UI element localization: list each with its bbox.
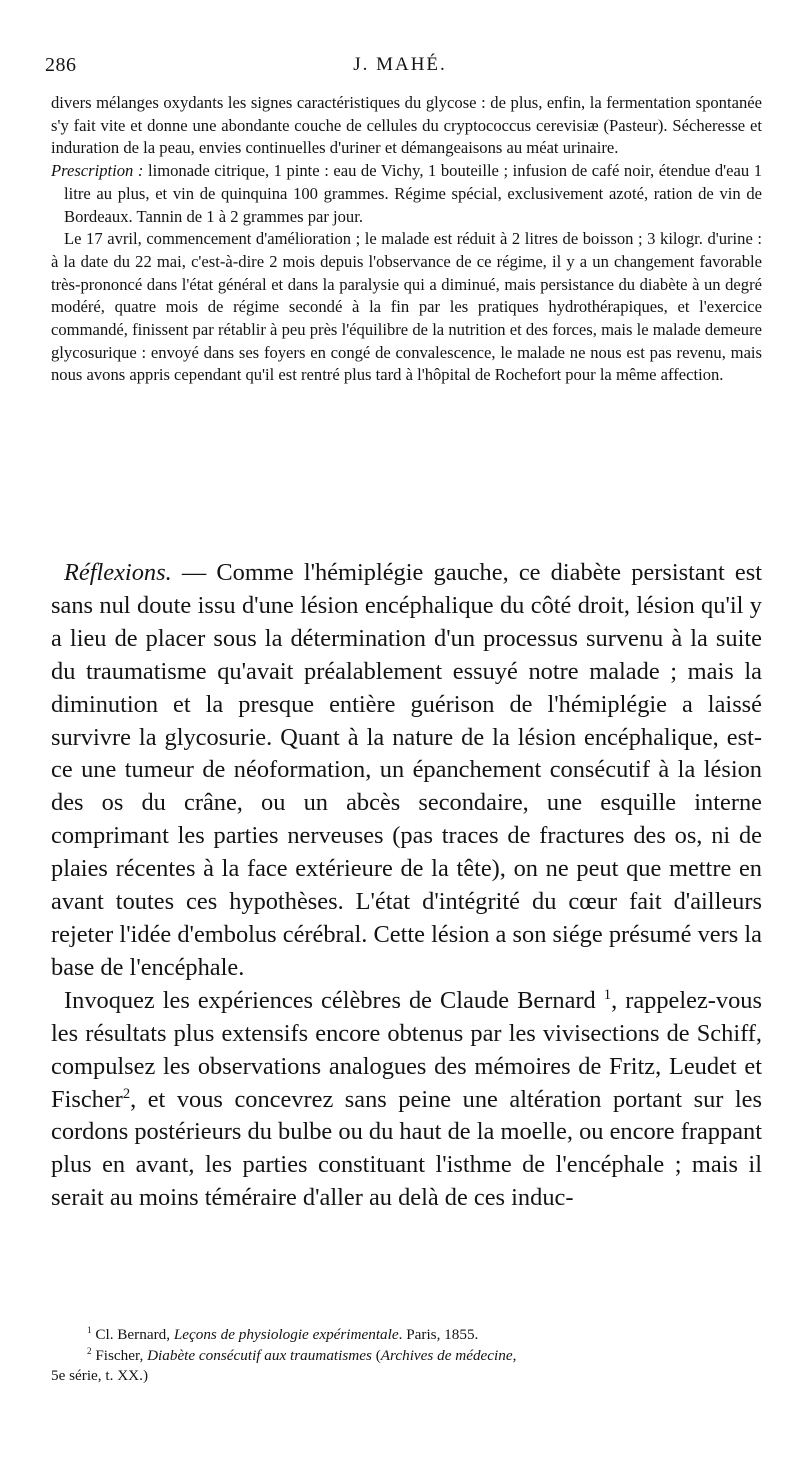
footnote-2 xyxy=(51,1346,762,1367)
footnote-1-author: Cl. Bernard, xyxy=(91,1326,174,1343)
reflections-text xyxy=(51,557,762,1215)
page-number: 286 xyxy=(45,54,77,76)
footnote-1-mark: 1 xyxy=(87,1324,92,1335)
page-header xyxy=(0,54,800,80)
footnote-2-paren: ( xyxy=(371,1346,381,1364)
footnotes xyxy=(51,1325,762,1387)
observation-paragraph-1: divers mélanges oxydants les signes caractéristiques du glycose : de plus, enfin, la fermentation spontanée s'y fait vite et donne une abondante couche de cellules du cryptococcus cerevisiæ (Pasteur). Sécheresse et induration de la peau, envies continuelles d'uriner et démangeaisons au méat urinaire. xyxy=(51,93,762,158)
reflections-label: Réflexions. xyxy=(64,559,172,586)
invocation-text-a: Invoquez les expériences célèbres de Claude Bernard xyxy=(64,986,604,1014)
footnote-2-mark: 2 xyxy=(87,1345,92,1356)
footnote-2-journal: Archives de médecine xyxy=(380,1346,513,1364)
footnote-2-continuation: 5e série, t. XX.) xyxy=(51,1367,148,1384)
footnote-ref-1: 1 xyxy=(603,986,612,1003)
prescription-paragraph xyxy=(51,160,762,228)
invocation-paragraph xyxy=(51,985,762,1215)
footnote-2-comma: , xyxy=(512,1346,517,1364)
reflections-body: — Comme l'hémiplégie gauche, ce diabète persistant est sans nul doute issu d'une lésion encéphalique du côté droit, lésion qu'il y a lieu de placer sous la détermination d'un processus survenu à la suite du traumatisme qu'avait préalablement essuyé notre malade ; mais la diminution et la presque entière guérison de l'hémiplégie a laissé survivre la glycosurie. Quant à la nature de la lésion encéphalique, est-ce une tumeur de néoformation, un épanchement consécutif à la lésion des os du crâne, ou un abcès secondaire, une esquille interne comprimant les parties nerveuses (pas traces de fractures des os, ni de plaies récentes à la face extérieure de la tête), on ne peut que mettre en avant toutes ces hypothèses. L'état d'intégrité du cœur fait d'ailleurs rejeter l'idée d'embolus cérébral. Cette lésion a son siége présumé vers la base de l'encéphale. xyxy=(51,559,762,981)
running-title: J. MAHÉ. xyxy=(353,54,447,75)
footnote-1-title: Leçons de physiologie expérimentale xyxy=(173,1326,399,1343)
footnote-2-title: Diabète consécutif aux traumatismes xyxy=(147,1346,372,1364)
invocation-text-c: , et vous concevrez sans peine une altération portant sur les cordons postérieurs du bulbe ou du haut de la moelle, ou encore frappant plus en avant, les parties constituant l'isthme de l'encéphale ; mais il serait au moins téméraire d'aller au delà de ces induc- xyxy=(51,1085,762,1212)
observation-text xyxy=(51,92,762,387)
prescription-label: Prescription : xyxy=(51,161,144,181)
footnote-2-author: Fischer, xyxy=(91,1346,148,1364)
footnote-1-pub: . Paris, 1855. xyxy=(398,1326,479,1343)
prescription-text: limonade citrique, 1 pinte : eau de Vichy, 1 bouteille ; infusion de café noir, étendue d'eau 1 litre au plus, et vin de quinquina 100 grammes. Régime spécial, exclusivement azoté, ration de vin de Bordeaux. Tannin de 1 à 2 grammes par jour. xyxy=(64,161,762,226)
footnote-ref-2: 2 xyxy=(122,1085,131,1102)
invocation-text-b: , rappelez-vous les résultats plus extensifs encore obtenus par les vivisections de Schiff, compulsez les observations analogues des mémoires de Fritz, Leudet et Fischer xyxy=(51,986,762,1113)
footnote-1 xyxy=(51,1325,762,1346)
reflections-paragraph xyxy=(51,557,762,985)
observation-paragraph-3: Le 17 avril, commencement d'amélioration ; le malade est réduit à 2 litres de boisson ; 3 kilogr. d'urine : à la date du 22 mai, c'est-à-dire 2 mois depuis l'observance de ce régime, il y a un changement favorable très-prononcé dans l'état général et dans la paralysie qui a diminué, mais persistance du diabète à un degré modéré, quatre mois de régime secondé à la fin par les pratiques hydrothérapiques, et l'exercice commandé, finissent par rétablir à peu près l'équilibre de la nutrition et des forces, mais le malade demeure glycosurique : envoyé dans ses foyers en congé de convalescence, le malade ne nous est pas revenu, mais nous avons appris cependant qu'il est rentré plus tard à l'hôpital de Rochefort pour la même affection. xyxy=(51,229,762,385)
